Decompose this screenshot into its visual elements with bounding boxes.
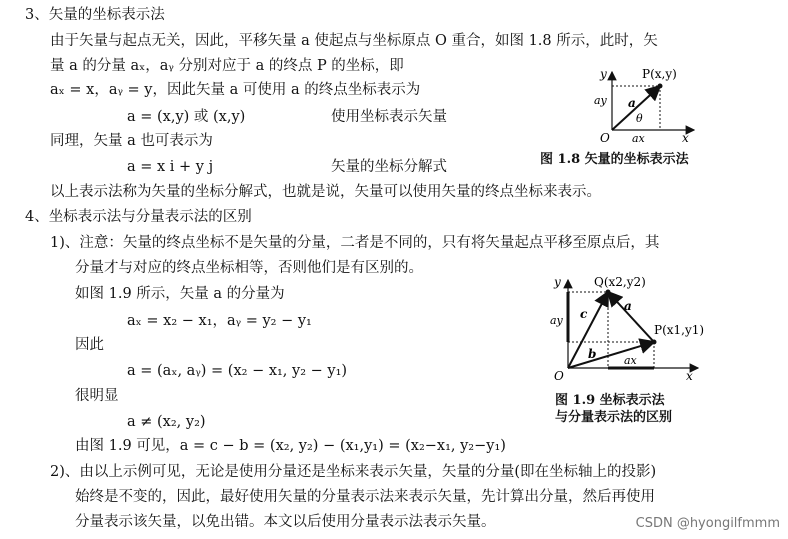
point-p-label: P(x1,y1) [654,323,705,337]
vector-a-label: a [628,96,636,110]
paragraph-line: aₓ = x，aᵧ = y，因此矢量 a 可使用 a 的终点坐标表示为 [50,82,421,98]
watermark: CSDN @hyongilfmmm [635,516,780,531]
vector-b [568,342,654,368]
paragraph-line: 很明显 [75,388,119,404]
paragraph-line: 同理，矢量 a 也可表示为 [50,133,213,149]
formula-note: 矢量的坐标分解式 [331,159,447,175]
section-3-heading: 3、矢量的坐标表示法 [25,7,165,23]
axis-label-y: y [600,67,607,81]
paragraph-line: 如图 1.9 所示，矢量 a 的分量为 [75,286,285,302]
point-p-label: P(x,y) [642,67,677,81]
formula: a = x i + y j [127,159,214,175]
ay-label: ay [550,314,563,327]
paragraph-line: 由图 1.9 可见，a = c − b = (x₂, y₂) − (x₁,y₁) = (x₂−x₁, y₂−y₁) [75,438,506,454]
paragraph-line: 1)、注意：矢量的终点坐标不是矢量的分量，二者是不同的，只有将矢量起点平移至原点后，其 [50,235,660,251]
paragraph-line: 由于矢量与起点无关，因此，平移矢量 a 使起点与坐标原点 O 重合，如图 1.8 所示，此时，矢 [50,33,658,49]
point-p [658,84,663,89]
point-p [652,340,657,345]
paragraph-line: 始终是不变的，因此，最好使用矢量的分量表示法来表示矢量，先计算出分量，然后再使用 [75,489,655,505]
section-4-heading: 4、坐标表示法与分量表示法的区别 [25,209,252,225]
paragraph-line: 分量表示该矢量，以免出错。本文以后使用分量表示法表示矢量。 [75,514,496,530]
origin-label: O [554,369,564,383]
figure-1-9-caption-line2: 与分量表示法的区别 [555,410,673,425]
origin-label: O [600,131,610,144]
ax-label: ax [632,132,645,144]
ax-label: ax [624,354,637,367]
paragraph-line: 量 a 的分量 aₓ，aᵧ 分别对应于 a 的终点 P 的坐标，即 [50,58,404,74]
figure-1-8-caption: 图 1.8 矢量的坐标表示法 [540,152,689,167]
point-q [606,290,611,295]
axis-label-y: y [554,275,561,289]
paragraph-line: 分量才与对应的终点坐标相等，否则他们是有区别的。 [75,260,423,276]
paragraph-line: 以上表示法称为矢量的坐标分解式，也就是说，矢量可以使用矢量的终点坐标来表示。 [50,184,601,200]
formula-note: 使用坐标表示矢量 [331,109,447,125]
paragraph-line: 2)、由以上示例可见，无论是使用分量还是坐标来表示矢量，矢量的分量(即在坐标轴上的投影) [50,464,657,480]
formula: a ≠ (x₂, y₂) [127,414,206,430]
vector-b-label: b [588,347,597,361]
axis-label-x: x [682,131,689,144]
formula: a = (aₓ, aᵧ) = (x₂ − x₁, y₂ − y₁) [127,363,348,379]
formula: aₓ = x₂ − x₁，aᵧ = y₂ − y₁ [127,313,312,329]
theta-label: θ [636,112,643,125]
paragraph-line: 因此 [75,337,104,353]
vector-a-label: a [624,299,632,313]
point-q-label: Q(x2,y2) [594,275,646,289]
formula: a = (x,y) 或 (x,y) [127,109,246,125]
figure-1-9 [548,272,708,384]
figure-1-8 [590,62,700,144]
ay-label: ay [594,94,607,107]
vector-c-label: c [580,307,588,321]
figure-1-9-caption-line1: 图 1.9 坐标表示法 [555,393,665,408]
axis-label-x: x [686,369,693,383]
